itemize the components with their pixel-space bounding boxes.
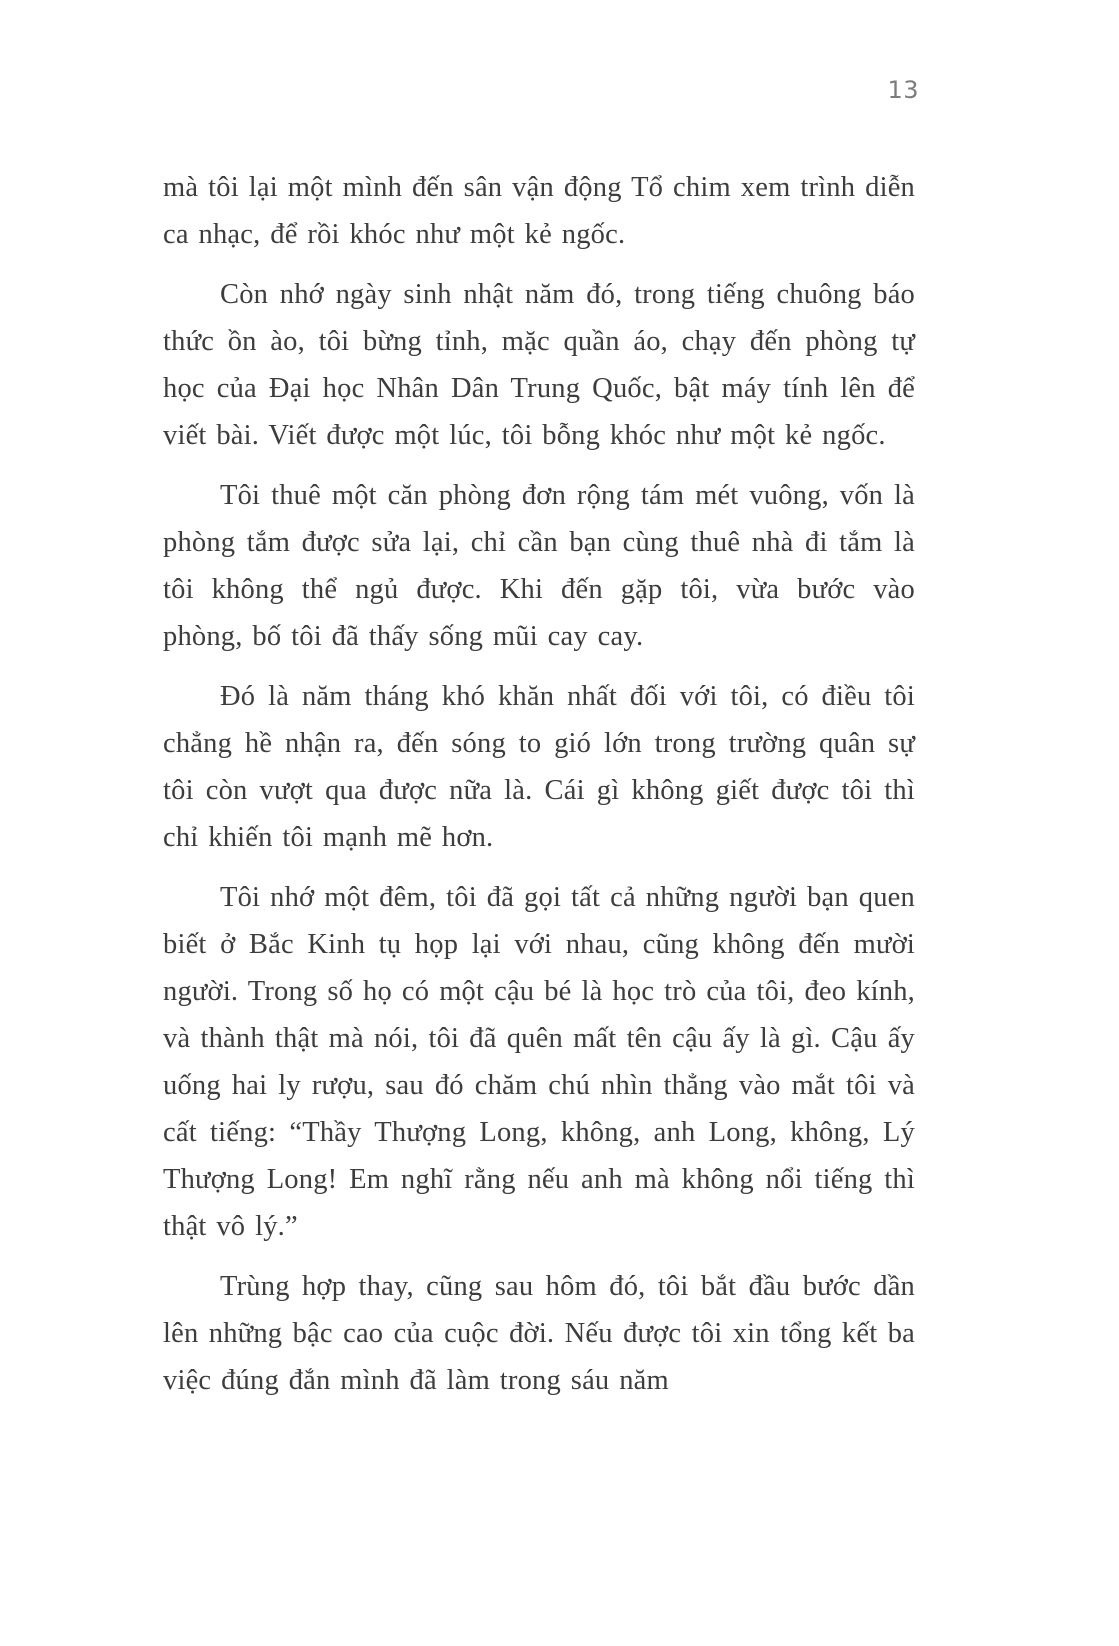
paragraph: Trùng hợp thay, cũng sau hôm đó, tôi bắt đầu bước dần lên những bậc cao của cuộc đời. Nếu được tôi xin tổng kết ba việc đúng đắn mình đã làm trong sáu năm	[163, 1271, 915, 1396]
paragraph: Đó là năm tháng khó khăn nhất đối với tôi, có điều tôi chẳng hề nhận ra, đến sóng to gió lớn trong trường quân sự tôi còn vượt qua được nữa là. Cái gì không giết được tôi thì chỉ khiến tôi mạnh mẽ hơn.	[163, 681, 915, 853]
paragraph: Tôi thuê một căn phòng đơn rộng tám mét vuông, vốn là phòng tắm được sửa lại, chỉ cần bạn cùng thuê nhà đi tắm là tôi không thể ngủ được. Khi đến gặp tôi, vừa bước vào phòng, bố tôi đã thấy sống mũi cay cay.	[163, 480, 915, 652]
paragraph: Tôi nhớ một đêm, tôi đã gọi tất cả những người bạn quen biết ở Bắc Kinh tụ họp lại với nhau, cũng không đến mười người. Trong số họ có một cậu bé là học trò của tôi, đeo kính, và thành thật mà nói, tôi đã quên mất tên cậu ấy là gì. Cậu ấy uống hai ly rượu, sau đó chăm chú nhìn thẳng vào mắt tôi và cất tiếng: “Thầy Thượng Long, không, anh Long, không, Lý Thượng Long! Em nghĩ rằng nếu anh mà không nổi tiếng thì thật vô lý.”	[163, 882, 915, 1242]
page-number: 13	[887, 76, 919, 104]
text-block	[163, 164, 915, 1417]
paragraph-continuation: mà tôi lại một mình đến sân vận động Tổ chim xem trình diễn ca nhạc, để rồi khóc như một kẻ ngốc.	[163, 172, 915, 250]
paragraph: Còn nhớ ngày sinh nhật năm đó, trong tiếng chuông báo thức ồn ào, tôi bừng tỉnh, mặc quần áo, chạy đến phòng tự học của Đại học Nhân Dân Trung Quốc, bật máy tính lên để viết bài. Viết được một lúc, tôi bỗng khóc như một kẻ ngốc.	[163, 279, 915, 451]
